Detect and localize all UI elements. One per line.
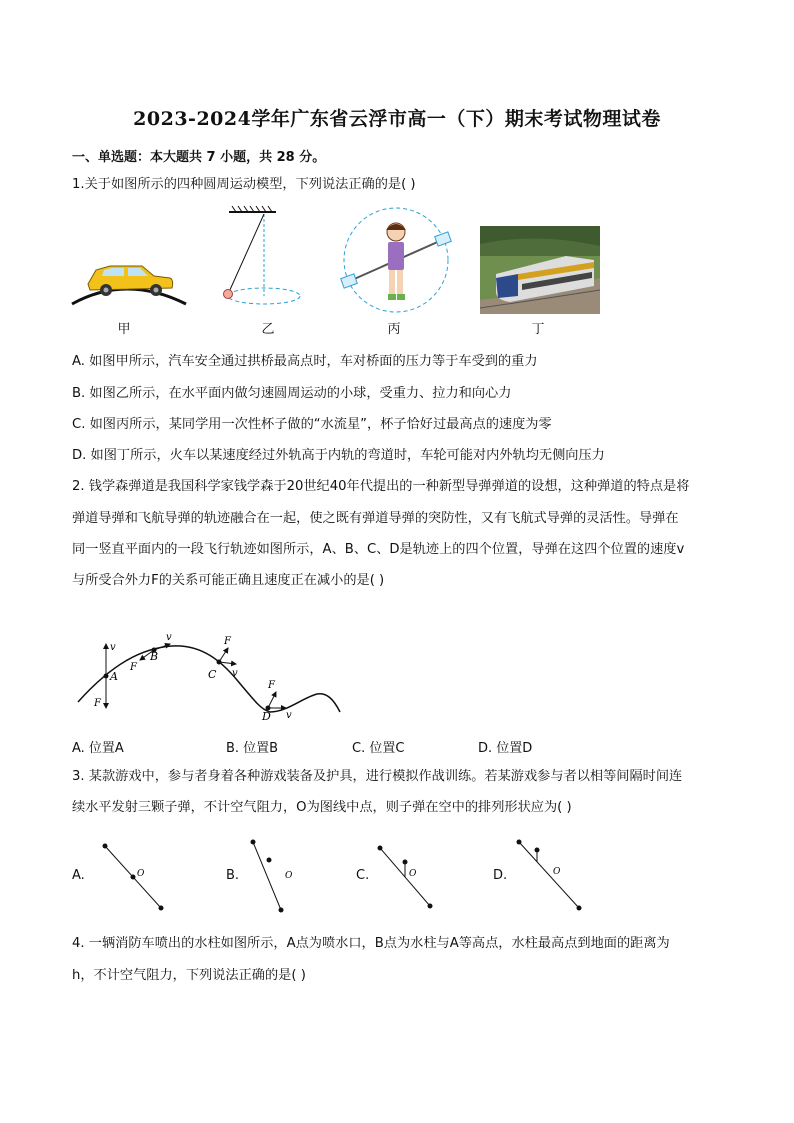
q3-figure-d xyxy=(517,840,582,911)
caption-ding: 丁 xyxy=(531,322,545,337)
q2-option-c: C. 位置C xyxy=(352,741,405,756)
label-F-c: F xyxy=(224,636,231,647)
q2-line-2: 弹道导弹和飞航导弹的轨迹融合在一起，使之既有弹道导弹的突防性，又有飞航式导弹的灵活性。导弹在 xyxy=(72,511,679,526)
label-v-a: v xyxy=(110,642,116,653)
q3-figure-c xyxy=(378,846,433,909)
section-heading: 一、单选题：本大题共 7 小题，共 28 分。 xyxy=(72,150,326,165)
label-F-a: F xyxy=(94,698,101,709)
q1-option-d: D. 如图丁所示，火车以某速度经过外轨高于内轨的弯道时，车轮可能对内外轨均无侧向压力 xyxy=(72,448,605,463)
q3-figure-a xyxy=(103,844,164,911)
q1-option-c: C. 如图丙所示，某同学用一次性杯子做的“水流星”，杯子恰好过最高点的速度为零 xyxy=(72,417,552,432)
q1-option-a: A. 如图甲所示，汽车安全通过拱桥最高点时，车对桥面的压力等于车受到的重力 xyxy=(72,354,538,369)
q3-line-2: 续水平发射三颗子弹，不计空气阻力，O为图线中点，则子弹在空中的排列形状应为( ) xyxy=(72,800,572,815)
q2-line-3: 同一竖直平面内的一段飞行轨迹如图所示，A、B、C、D是轨迹上的四个位置，导弹在这四个位置的速度v xyxy=(72,542,685,557)
q1-stem: 1.关于如图所示的四种圆周运动模型，下列说法正确的是( ) xyxy=(72,177,416,192)
q2-option-d: D. 位置D xyxy=(478,741,533,756)
caption-yi: 乙 xyxy=(261,322,275,337)
q3-figure-b xyxy=(251,840,294,913)
label-F-d: F xyxy=(268,680,275,691)
figure-water-meteor xyxy=(341,208,452,312)
label-v-b: v xyxy=(166,632,172,643)
q2-line-1: 2. 钱学森弹道是我国科学家钱学森于20世纪40年代提出的一种新型导弹弹道的设想，这种弹道的特点是将 xyxy=(72,479,690,494)
figure-conical-pendulum xyxy=(224,206,301,304)
q4-line-2: h，不计空气阻力，下列说法正确的是( ) xyxy=(72,968,306,983)
figure-train-photo xyxy=(480,226,600,314)
q2-option-b: B. 位置B xyxy=(226,741,279,756)
label-C: C xyxy=(208,668,217,681)
q2-line-4: 与所受合外力F的关系可能正确且速度正在减小的是( ) xyxy=(72,573,385,588)
q3-option-a-letter: A. xyxy=(72,868,85,883)
label-A: A xyxy=(110,670,118,683)
q3-option-c-letter: C. xyxy=(356,868,370,883)
q2-trajectory-figure xyxy=(72,628,352,728)
q3-option-d-letter: D. xyxy=(493,868,508,883)
q3-o-label-b: O xyxy=(285,871,293,881)
label-v-c: v xyxy=(232,668,238,679)
q1-option-b: B. 如图乙所示，在水平面内做匀速圆周运动的小球，受重力、拉力和向心力 xyxy=(72,386,512,401)
q3-o-label-d: O xyxy=(553,867,561,877)
label-v-d: v xyxy=(286,710,292,721)
label-D: D xyxy=(262,710,271,723)
q1-figures xyxy=(66,204,606,316)
label-B: B xyxy=(150,650,159,663)
q2-option-a: A. 位置A xyxy=(72,741,124,756)
figure-car-bridge xyxy=(72,266,186,304)
caption-jia: 甲 xyxy=(117,322,131,337)
caption-bing: 丙 xyxy=(387,322,401,337)
page-title: 2023-2024学年广东省云浮市高一（下）期末考试物理试卷 xyxy=(133,108,661,130)
q3-bullet-figures xyxy=(95,838,595,918)
label-F-b: F xyxy=(130,662,137,673)
q3-o-label-a: O xyxy=(137,869,145,879)
q3-o-label-c: O xyxy=(409,869,417,879)
q3-option-b-letter: B. xyxy=(226,868,240,883)
q3-line-1: 3. 某款游戏中，参与者身着各种游戏装备及护具，进行模拟作战训练。若某游戏参与者以相等间隔时间连 xyxy=(72,769,683,784)
q4-line-1: 4. 一辆消防车喷出的水柱如图所示，A点为喷水口，B点为水柱与A等高点，水柱最高点到地面的距离为 xyxy=(72,936,670,951)
